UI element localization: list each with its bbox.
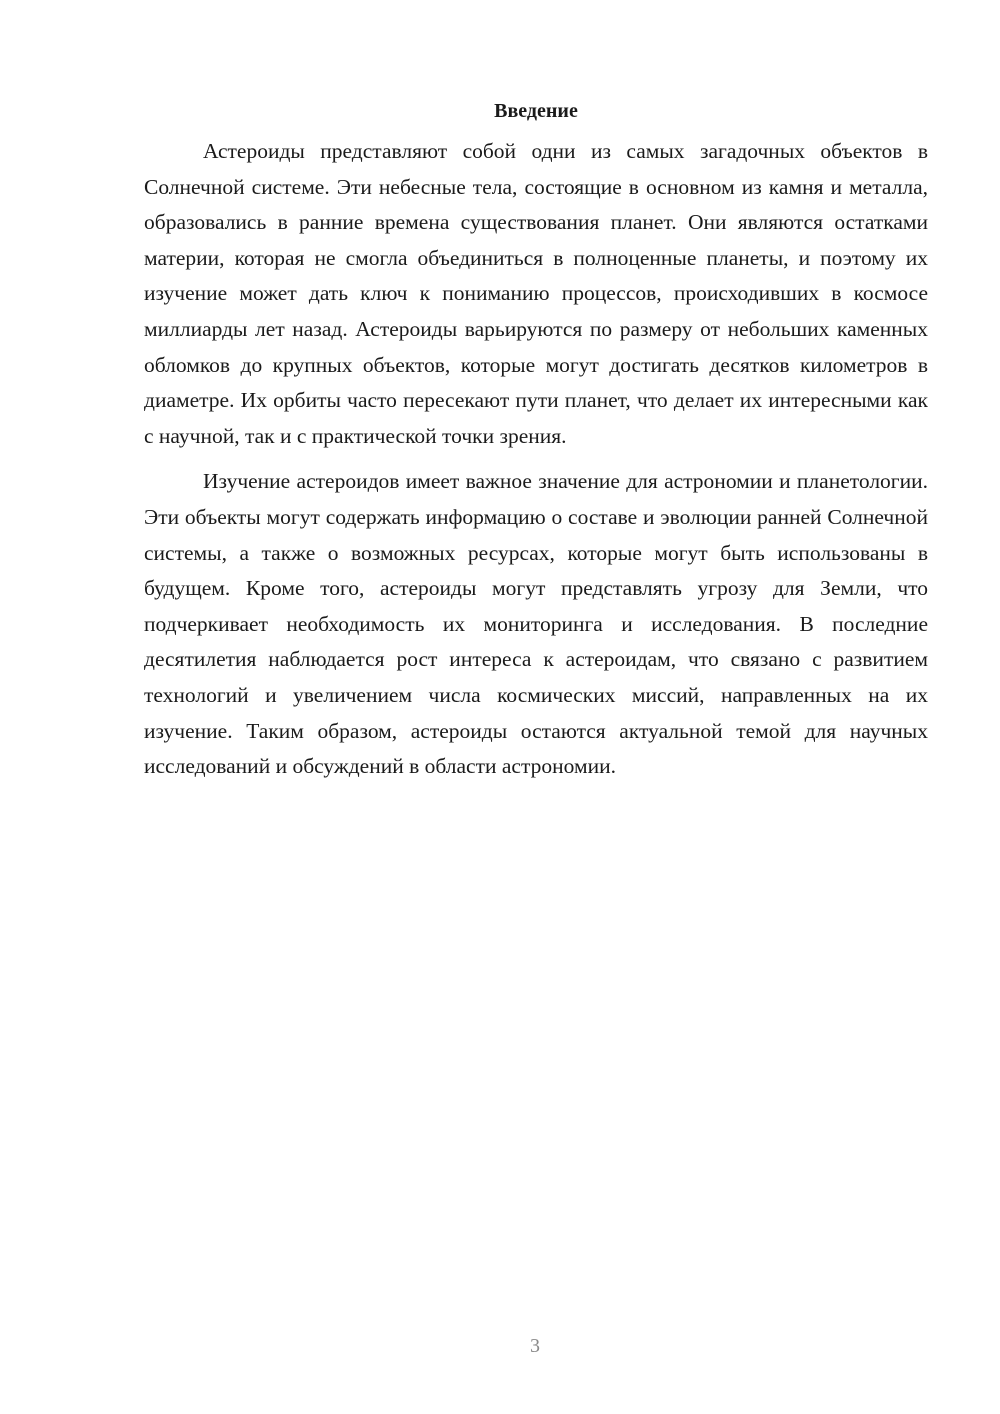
paragraph-1: Астероиды представляют собой одни из самых загадочных объектов в Солнечной системе. Эти небесные тела, состоящие в основном из камня и металла, образовались в ранние времена существования планет. Они являются остатками материи, которая не смогла объединиться в полноценные планеты, и поэтому их изучение может дать ключ к пониманию процессов, происходивших в космосе миллиарды лет назад. Астероиды варьируются по размеру от небольших каменных обломков до крупных объектов, которые могут достигать десятков километров в диаметре. Их орбиты часто пересекают пути планет, что делает их интересными как с научной, так и с практической точки зрения. [144, 139, 928, 448]
page-content [144, 96, 928, 785]
page-number: 3 [530, 1335, 540, 1357]
section-heading: Введение [494, 100, 578, 122]
paragraph-2: Изучение астероидов имеет важное значение для астрономии и планетологии. Эти объекты могут содержать информацию о составе и эволюции ранней Солнечной системы, а также о возможных ресурсах, которые могут быть использованы в будущем. Кроме того, астероиды могут представлять угрозу для Земли, что подчеркивает необходимость их мониторинга и исследования. В последние десятилетия наблюдается рост интереса к астероидам, что связано с развитием технологий и увеличением числа космических миссий, направленных на их изучение. Таким образом, астероиды остаются актуальной темой для научных исследований и обсуждений в области астрономии. [144, 469, 928, 779]
